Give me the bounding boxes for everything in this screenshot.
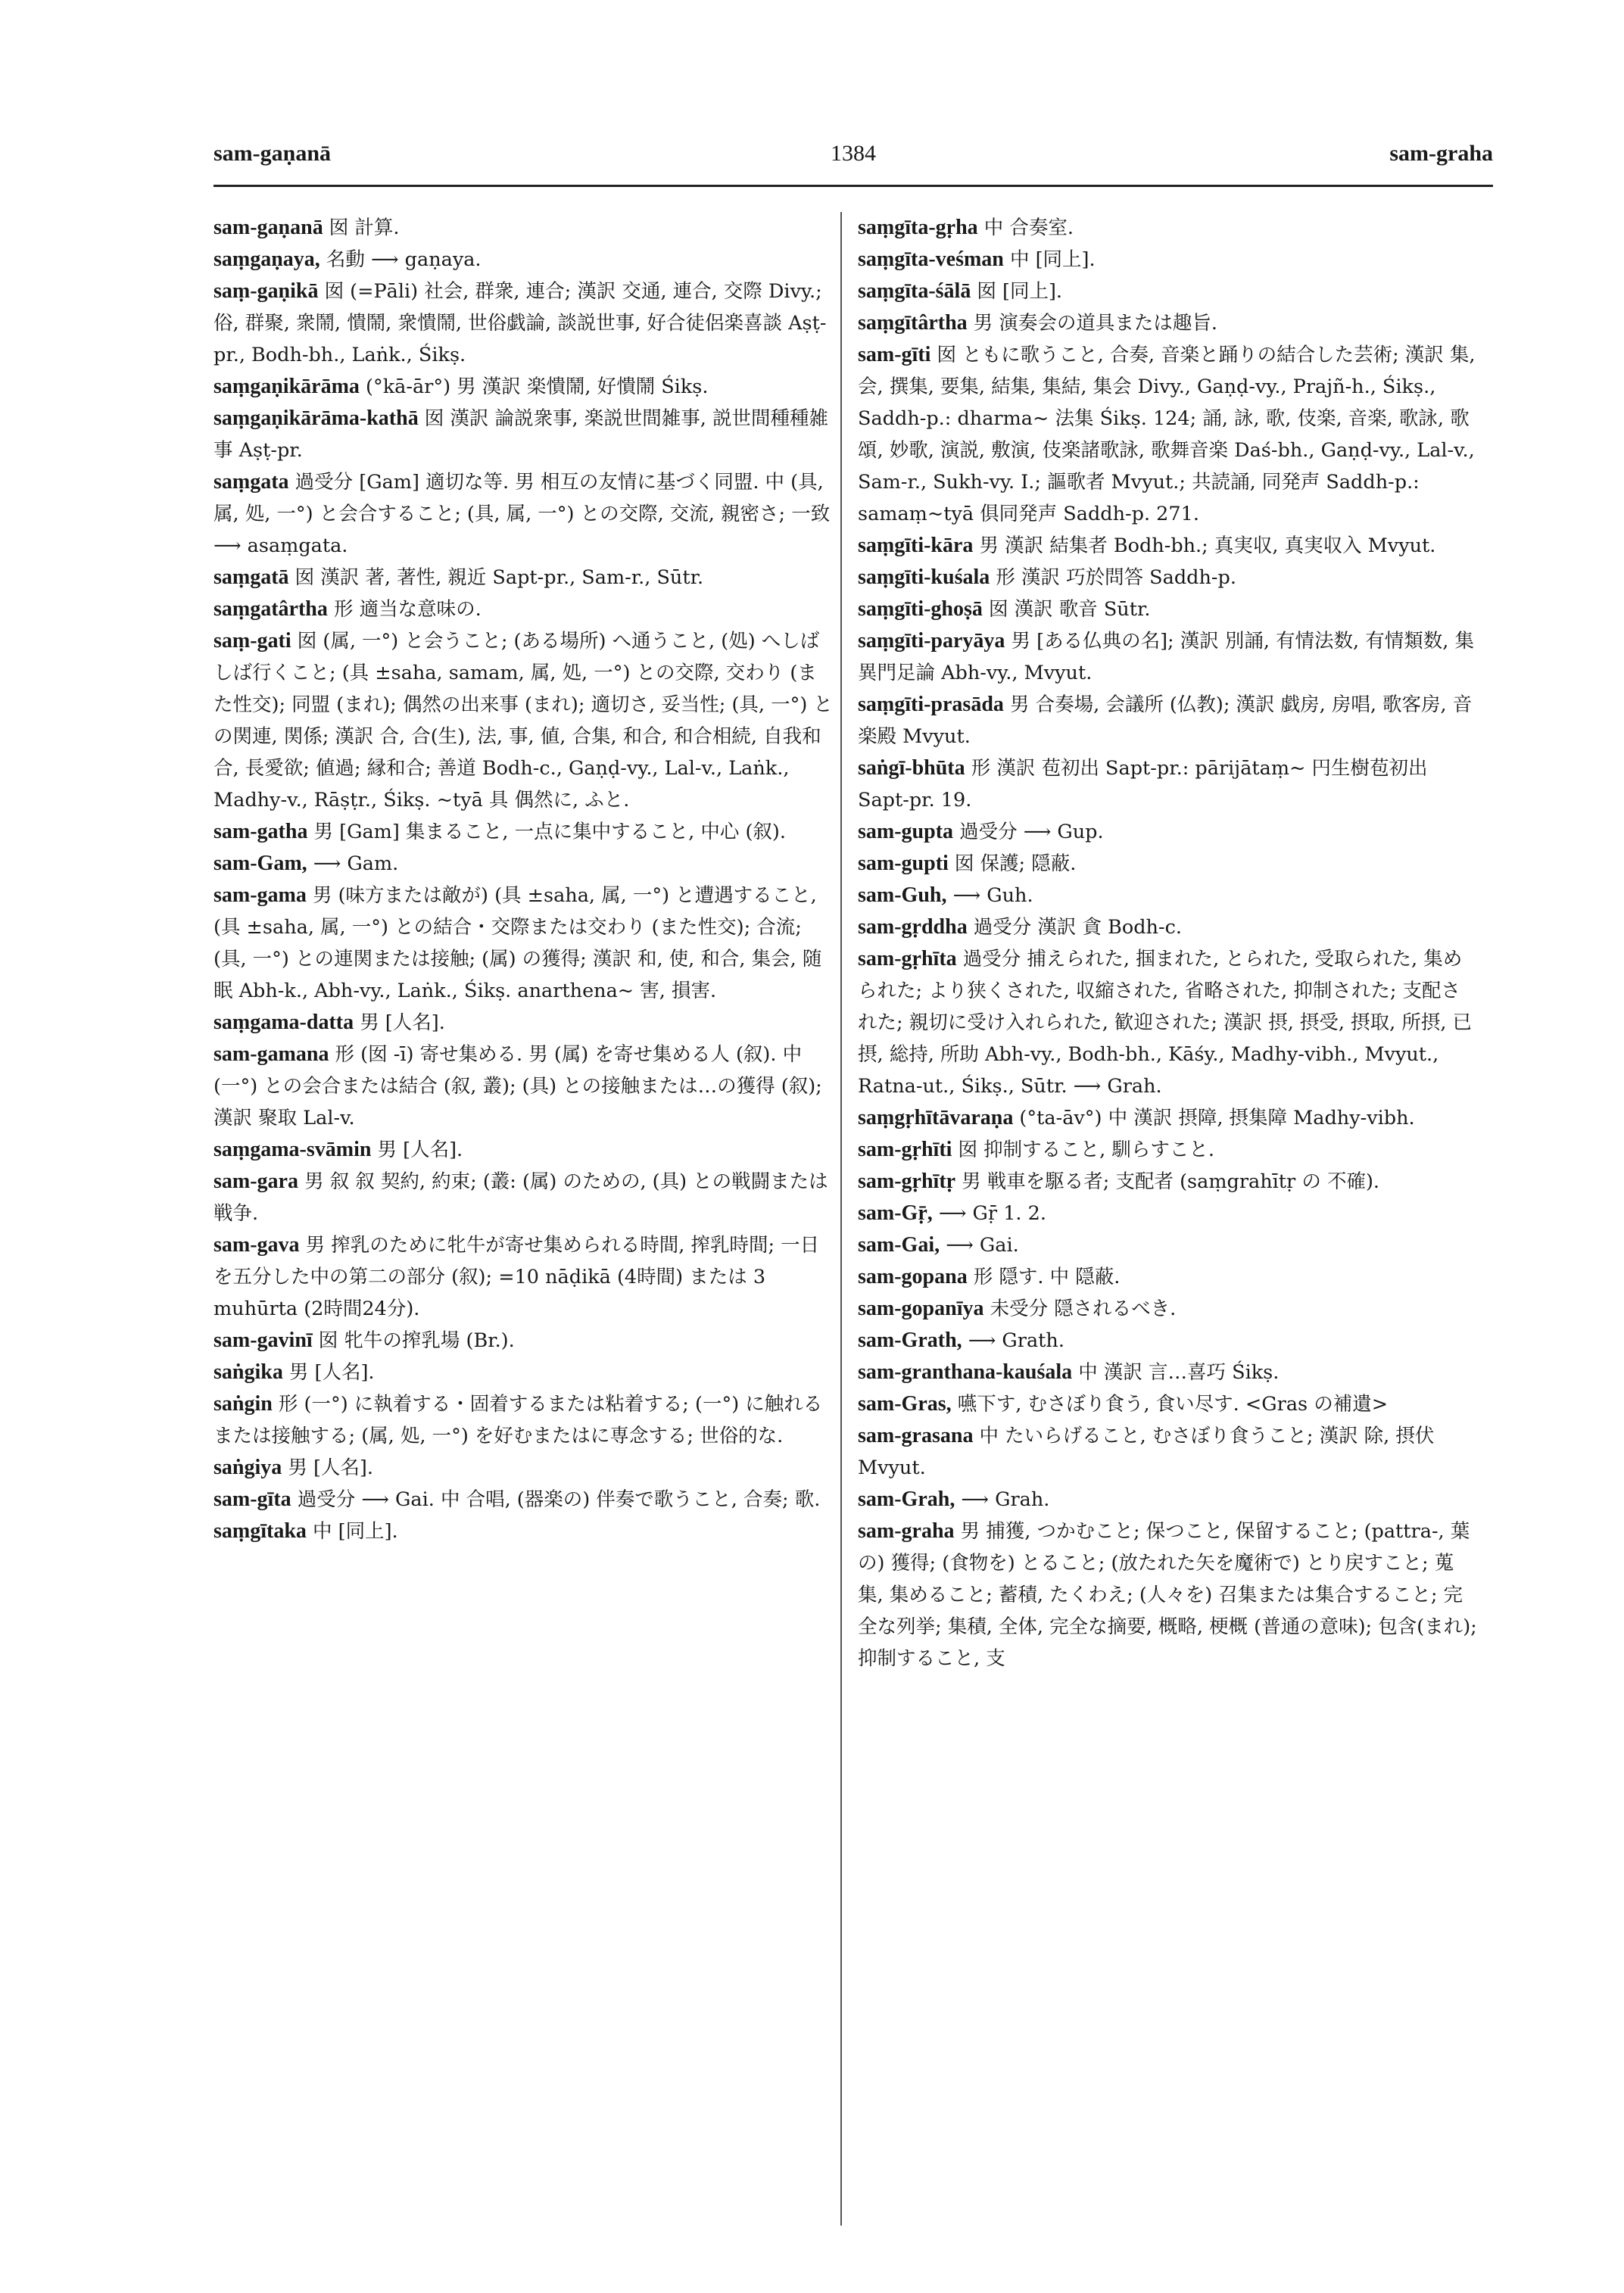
column-divider bbox=[840, 212, 842, 2226]
entry-definition: 形 適当な意味の. bbox=[327, 598, 482, 621]
entry-definition: 中 [同上]. bbox=[306, 1520, 398, 1543]
entry-definition: 囡 計算. bbox=[323, 217, 400, 239]
entry-definition: 形 隠す. 中 隠蔽. bbox=[967, 1266, 1121, 1288]
dictionary-entry bbox=[858, 911, 1479, 943]
entry-definition: 男 [人名]. bbox=[282, 1361, 375, 1384]
entry-definition: (°ta-āv°) 中 漢訳 摂障, 摂集障 Madhy-vibh. bbox=[1013, 1107, 1415, 1129]
dictionary-entry bbox=[858, 816, 1479, 848]
entry-headword: saṃgīti-kāra bbox=[858, 534, 974, 557]
entry-headword: saṃgīta-gṛha bbox=[858, 216, 978, 239]
dictionary-entry bbox=[858, 625, 1479, 689]
entry-definition: 形 (囡 -ī) 寄せ集める. 男 (属) を寄せ集める人 (叙). 中 (一°) との会合または結合 (叙, 叢); (具) との接触または…の獲得 (叙); 漢訳 聚取 Lal-v. bbox=[214, 1043, 822, 1129]
dictionary-entry bbox=[214, 562, 834, 594]
entry-definition: 囡 (=Pāli) 社会, 群衆, 連合; 漢訳 交通, 連合, 交際 Divy.; 俗, 群聚, 衆鬧, 憒鬧, 衆憒鬧, 世俗戯論, 談説世事, 好合徒侶楽喜談 Aṣṭ-pr., Bodh-bh., Laṅk., Śikṣ. bbox=[214, 280, 827, 366]
entry-definition: (°kā-ār°) 男 漢訳 楽憒鬧, 好憒鬧 Śikṣ. bbox=[359, 375, 709, 398]
entry-headword: sam-gopana bbox=[858, 1265, 968, 1288]
entry-headword: saṃgīta-śālā bbox=[858, 279, 971, 303]
left-column bbox=[214, 212, 834, 2241]
entry-definition: 囡 保護; 隠蔽. bbox=[948, 852, 1077, 875]
entry-headword: sam-Gras, bbox=[858, 1392, 952, 1416]
entry-definition: 中 漢訳 言…喜巧 Śikṣ. bbox=[1072, 1361, 1280, 1384]
entry-definition: 過受分 漢訳 貪 Bodh-c. bbox=[967, 916, 1182, 939]
dictionary-entry bbox=[858, 244, 1479, 276]
entry-headword: saṅgika bbox=[214, 1360, 283, 1384]
dictionary-entry bbox=[858, 530, 1479, 562]
entry-headword: saṃgīti-prasāda bbox=[858, 693, 1004, 716]
entry-headword: sam-gama bbox=[214, 883, 307, 907]
entry-definition: 男 (味方または敵が) (具 ±saha, 属, 一°) と遭遇すること, (具 ±saha, 属, 一°) との結合・交際または交わり (また性交); 合流; (具, 一°) との連関または接触; (属) の獲得; 漢訳 和, 使, 和合, 集会, 随眠 Abh-k., Abh-vy., Laṅk., Śikṣ. anarthena~ 害, 損害. bbox=[214, 884, 822, 1002]
dictionary-entry bbox=[214, 244, 834, 276]
entry-headword: saṅgiya bbox=[214, 1456, 282, 1479]
dictionary-entry bbox=[858, 943, 1479, 1102]
dictionary-entry bbox=[214, 1388, 834, 1452]
entry-headword: saṃgatā bbox=[214, 565, 289, 589]
entry-definition: 男 漢訳 結集者 Bodh-bh.; 真実収, 真実収入 Mvyut. bbox=[973, 534, 1436, 557]
entry-definition: 男 戦車を駆る者; 支配者 (saṃgrahītṛ の 不確). bbox=[955, 1170, 1380, 1193]
dictionary-entry bbox=[858, 1388, 1479, 1420]
entry-definition: ⟶ Gṝ 1. 2. bbox=[932, 1202, 1046, 1225]
dictionary-entry bbox=[858, 689, 1479, 752]
entry-headword: saṃ-gaṇikā bbox=[214, 279, 319, 303]
entry-definition: 男 搾乳のために牝牛が寄せ集められる時間, 搾乳時間; 一日を五分した中の第二の部分 (叙); =10 nāḍikā (4時間) または 3 muhūrta (2時間24分). bbox=[214, 1234, 820, 1320]
dictionary-entry bbox=[858, 594, 1479, 625]
header-right-guide-word: sam-graha bbox=[1389, 141, 1493, 166]
entry-headword: saṃgītaka bbox=[214, 1519, 307, 1543]
entry-headword: sam-gaṇanā bbox=[214, 216, 323, 239]
entry-headword: sam-granthana-kauśala bbox=[858, 1360, 1073, 1384]
dictionary-entry bbox=[858, 1134, 1479, 1166]
entry-headword: saṃgīti-paryāya bbox=[858, 629, 1005, 653]
entry-headword: sam-gṛhīta bbox=[858, 947, 957, 970]
dictionary-entry bbox=[214, 403, 834, 466]
entry-definition: 過受分 捕えられた, 掴まれた, とられた, 受取られた, 集められた; より狭くされた, 収縮された, 省略された, 抑制された; 支配された; 親切に受け入れられた, 歓迎された; 漢訳 摂, 摂受, 摂取, 所摂, 已摂, 総持, 所助 Abh-vy., Bodh-bh., Kāśy., Madhy-vibh., Mvyut., Ratna-ut., Śikṣ., Sūtr. ⟶ Grah. bbox=[858, 948, 1473, 1098]
dictionary-entry bbox=[858, 276, 1479, 307]
entry-headword: sam-gīti bbox=[858, 343, 931, 366]
header-left-guide-word: sam-gaṇanā bbox=[214, 141, 332, 166]
page-number: 1384 bbox=[831, 141, 876, 166]
entry-definition: 囡 抑制すること, 馴らすこと. bbox=[952, 1139, 1214, 1161]
dictionary-entry bbox=[214, 1325, 834, 1357]
dictionary-entry bbox=[858, 339, 1479, 530]
dictionary-entry bbox=[858, 562, 1479, 594]
dictionary-entry bbox=[858, 880, 1479, 911]
dictionary-entry bbox=[858, 1516, 1479, 1675]
entry-headword: saṃgama-datta bbox=[214, 1011, 354, 1034]
dictionary-entry bbox=[858, 848, 1479, 880]
entry-headword: sam-gṛhītṛ bbox=[858, 1170, 956, 1193]
entry-headword: saṃgaṇaya, bbox=[214, 248, 320, 271]
entry-headword: sam-Grah, bbox=[858, 1488, 955, 1511]
entry-definition: 形 漢訳 苞初出 Sapt-pr.: pārijātaṃ~ 円生樹苞初出 Sapt-pr. 19. bbox=[858, 757, 1428, 812]
dictionary-entry bbox=[858, 1229, 1479, 1261]
entry-definition: 囡 漢訳 歌音 Sūtr. bbox=[982, 598, 1151, 621]
entry-headword: saṃgīti-ghoṣā bbox=[858, 597, 983, 621]
entry-definition: 未受分 隠されるべき. bbox=[983, 1298, 1177, 1320]
entry-definition: ⟶ Grah. bbox=[955, 1488, 1050, 1511]
entry-headword: saṅgin bbox=[214, 1392, 273, 1416]
entry-definition: 名動 ⟶ gaṇaya. bbox=[320, 248, 482, 271]
dictionary-entry bbox=[214, 371, 834, 403]
entry-headword: saṃgṛhītāvaraṇa bbox=[858, 1106, 1014, 1129]
entry-definition: 囡 [同上]. bbox=[971, 280, 1063, 303]
entry-definition: 男 合奏場, 会議所 (仏教); 漢訳 戯房, 房唱, 歌客房, 音楽殿 Mvyut. bbox=[858, 693, 1473, 748]
entry-definition: 形 (一°) に執着する・固着するまたは粘着する; (一°) に触れるまたは接触する; (属, 処, 一°) を好むまたはに専念する; 世俗的な. bbox=[214, 1393, 823, 1447]
dictionary-entry bbox=[858, 1357, 1479, 1388]
entry-definition: 過受分 ⟶ Gai. 中 合唱, (器楽の) 伴奏で歌うこと, 合奏; 歌. bbox=[291, 1488, 821, 1511]
entry-definition: 過受分 [Gam] 適切な等. 男 相互の友情に基づく同盟. 中 (具, 属, 処, 一°) と会合すること; (具, 属, 一°) との交際, 交流, 親密さ; 一致 ⟶ asaṃgata. bbox=[214, 471, 831, 557]
entry-headword: sam-Gai, bbox=[858, 1233, 940, 1257]
dictionary-entry bbox=[214, 1516, 834, 1547]
dictionary-entry bbox=[214, 594, 834, 625]
dictionary-entry bbox=[858, 1484, 1479, 1516]
dictionary-entry bbox=[214, 1357, 834, 1388]
entry-headword: sam-Grath, bbox=[858, 1329, 962, 1352]
entry-headword: sam-Gam, bbox=[214, 852, 307, 875]
entry-headword: sam-gupti bbox=[858, 852, 949, 875]
entry-definition: 男 [Gam] 集まること, 一点に集中すること, 中心 (叙). bbox=[307, 821, 786, 843]
entry-definition: 囡 漢訳 論説衆事, 楽説世間雑事, 説世間種種雑事 Aṣṭ-pr. bbox=[214, 407, 828, 462]
entry-headword: sam-gopanīya bbox=[858, 1297, 984, 1320]
dictionary-entry bbox=[858, 1198, 1479, 1229]
dictionary-entry bbox=[858, 1166, 1479, 1198]
entry-headword: sam-Gṝ, bbox=[858, 1201, 933, 1225]
dictionary-entry bbox=[214, 1039, 834, 1134]
entry-definition: 嚥下す, むさぼり食う, 食い尽す. <Gras の補遺> bbox=[951, 1393, 1389, 1416]
dictionary-entry bbox=[214, 1484, 834, 1516]
entry-headword: sam-gṛddha bbox=[858, 915, 968, 939]
entry-headword: sam-gatha bbox=[214, 820, 308, 843]
entry-headword: sam-Guh, bbox=[858, 883, 947, 907]
entry-headword: sam-gṛhīti bbox=[858, 1138, 952, 1161]
entry-headword: saṃgītârtha bbox=[858, 311, 968, 335]
entry-headword: saṃgata bbox=[214, 470, 289, 494]
entry-definition: ⟶ Guh. bbox=[946, 884, 1033, 907]
entry-definition: 男 [人名]. bbox=[354, 1011, 445, 1034]
entry-headword: sam-graha bbox=[858, 1519, 955, 1543]
entry-definition: 囡 (属, 一°) と会うこと; (ある場所) へ通うこと, (処) へしばしば行くこと; (具 ±saha, samam, 属, 処, 一°) との交際, 交わり (また性交); 同盟 (まれ); 偶然の出来事 (まれ); 適切さ, 妥当性; (具, 一°) との関連, 関係; 漢訳 合, 合(生), 法, 事, 値, 合集, 和合, 和合相続, 自我和合, 長愛欲; 値過; 縁和合; 善道 Bodh-c., Gaṇḍ-vy., Lal-v., Laṅk., Madhy-v., Rāṣṭr., Śikṣ. ~tyā 具 偶然に, ふと. bbox=[214, 630, 833, 812]
dictionary-entry bbox=[214, 816, 834, 848]
entry-headword: saṃ-gati bbox=[214, 629, 291, 653]
entry-headword: saṃgīta-veśman bbox=[858, 248, 1004, 271]
entry-definition: 男 [人名]. bbox=[371, 1139, 463, 1161]
entry-headword: sam-gara bbox=[214, 1170, 298, 1193]
entry-headword: saṃgatârtha bbox=[214, 597, 328, 621]
entry-headword: sam-gīta bbox=[214, 1488, 291, 1511]
entry-headword: saṃgaṇikārāma-kathā bbox=[214, 407, 419, 430]
dictionary-entry bbox=[858, 1102, 1479, 1134]
entry-headword: sam-gavinī bbox=[214, 1329, 313, 1352]
entry-definition: 男 捕獲, つかむこと; 保つこと, 保留すること; (pattra-, 葉の) 獲得; (食物を) とること; (放たれた矢を魔術で) とり戻すこと; 蒐集, 集めること; 蓄積, たくわえ; (人々を) 召集または集合すること; 完全な列挙; 集積, 全体, 完全な摘要, 概略, 梗概 (普通の意味); 包含(まれ); 抑制すること, 支 bbox=[858, 1520, 1477, 1670]
dictionary-entry bbox=[214, 1452, 834, 1484]
entry-headword: saṃgaṇikārāma bbox=[214, 375, 360, 398]
dictionary-entry bbox=[858, 1261, 1479, 1293]
dictionary-entry bbox=[214, 1166, 834, 1229]
dictionary-entry bbox=[858, 307, 1479, 339]
dictionary-entry bbox=[214, 1229, 834, 1325]
entry-headword: saṅgī-bhūta bbox=[858, 756, 965, 780]
entry-definition: 男 叙 叙 契約, 約束; (叢: (属) のための, (具) との戦闘または戦争. bbox=[214, 1170, 828, 1225]
entry-definition: 中 [同上]. bbox=[1003, 248, 1096, 271]
dictionary-entry bbox=[214, 848, 834, 880]
entry-definition: 中 たいらげること, むさぼり食うこと; 漢訳 除, 摂伏 Mvyut. bbox=[858, 1425, 1435, 1479]
dictionary-entry bbox=[214, 1134, 834, 1166]
entry-headword: saṃgama-svāmin bbox=[214, 1138, 372, 1161]
entry-headword: sam-gupta bbox=[858, 820, 954, 843]
dictionary-entry bbox=[858, 752, 1479, 816]
dictionary-entry bbox=[214, 466, 834, 562]
entry-definition: 男 [人名]. bbox=[282, 1456, 373, 1479]
entry-definition: 中 合奏室. bbox=[977, 217, 1074, 239]
entry-headword: saṃgīti-kuśala bbox=[858, 565, 990, 589]
dictionary-entry bbox=[858, 212, 1479, 244]
entry-definition: ⟶ Grath. bbox=[962, 1329, 1064, 1352]
entry-headword: sam-gamana bbox=[214, 1042, 329, 1066]
page-header bbox=[214, 141, 1493, 180]
dictionary-entry bbox=[858, 1420, 1479, 1484]
entry-definition: 囡 漢訳 著, 著性, 親近 Sapt-pr., Sam-r., Sūtr. bbox=[288, 566, 704, 589]
dictionary-entry bbox=[214, 212, 834, 244]
right-column bbox=[858, 212, 1479, 2241]
entry-definition: 男 [ある仏典の名]; 漢訳 別誦, 有情法数, 有情類数, 集異門足論 Abh-vy., Mvyut. bbox=[858, 630, 1474, 684]
dictionary-entry bbox=[214, 625, 834, 816]
dictionary-entry bbox=[858, 1325, 1479, 1357]
dictionary-entry bbox=[214, 1007, 834, 1039]
entry-headword: sam-grasana bbox=[858, 1424, 974, 1447]
entry-definition: 形 漢訳 巧於問答 Saddh-p. bbox=[990, 566, 1236, 589]
entry-headword: sam-gava bbox=[214, 1233, 300, 1257]
entry-definition: 囡 ともに歌うこと, 合奏, 音楽と踊りの結合した芸術; 漢訳 集, 会, 撰集, 要集, 結集, 集結, 集会 Divy., Gaṇḍ-vy., Prajñ-h., Śikṣ., Saddh-p.: dharma~ 法集 Śikṣ. 124; 誦, 詠, 歌, 伎楽, 音楽, 歌詠, 歌頌, 妙歌, 演説, 敷演, 伎楽諸歌詠, 歌舞音楽 Daś-bh., Gaṇḍ-vy., Lal-v., Sam-r., Sukh-vy. I.; 謳歌者 Mvyut.; 共読誦, 同発声 Saddh-p.: samaṃ~tyā 俱同発声 Saddh-p. 271. bbox=[858, 344, 1476, 525]
dictionary-entry bbox=[858, 1293, 1479, 1325]
dictionary-entry bbox=[214, 276, 834, 371]
entry-definition: ⟶ Gai. bbox=[940, 1234, 1019, 1257]
entry-definition: 囡 牝牛の搾乳場 (Br.). bbox=[312, 1329, 515, 1352]
entry-definition: 過受分 ⟶ Gup. bbox=[953, 821, 1104, 843]
dictionary-entry bbox=[214, 880, 834, 1007]
header-rule bbox=[214, 185, 1493, 187]
entry-definition: ⟶ Gam. bbox=[307, 852, 399, 875]
entry-definition: 男 演奏会の道具または趣旨. bbox=[967, 312, 1217, 335]
